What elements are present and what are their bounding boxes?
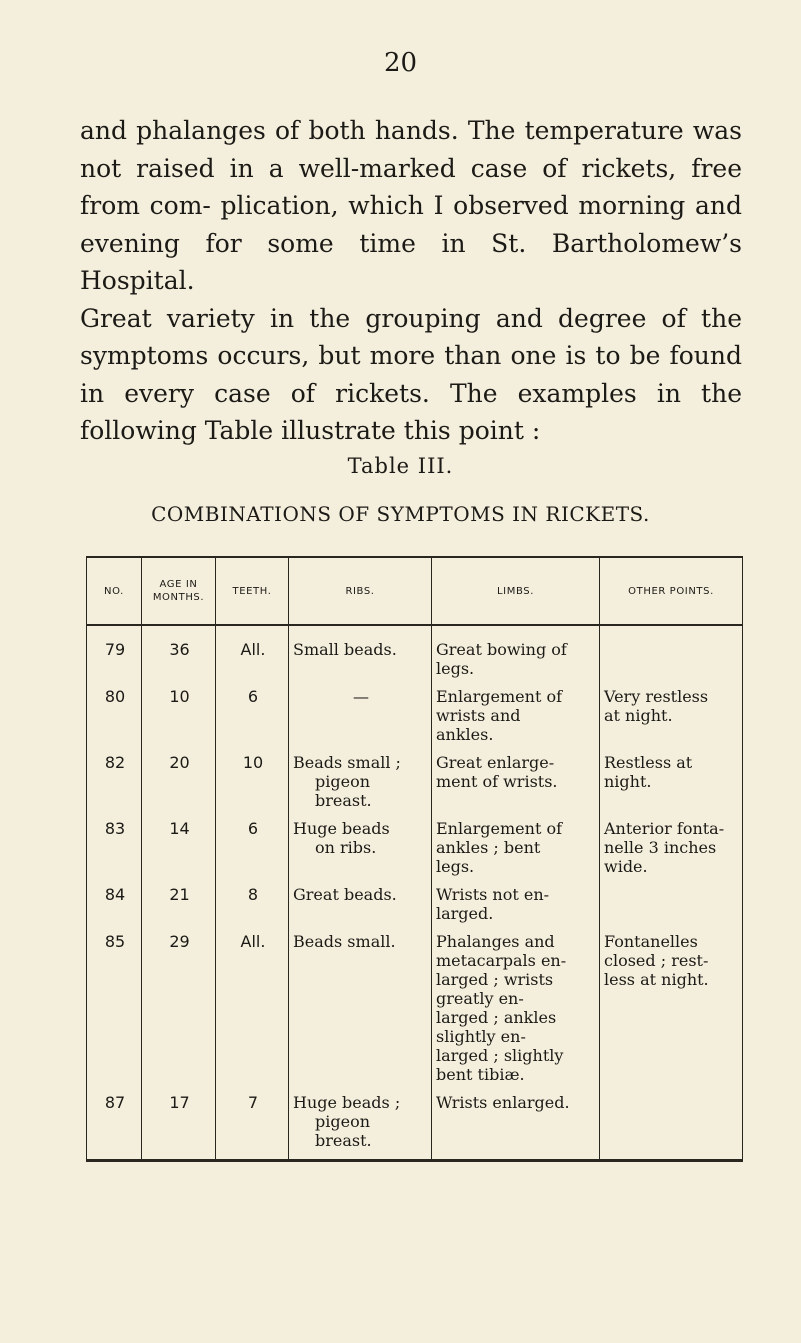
cell-ribs-line: — [353,687,369,706]
table-body [87,625,743,1161]
cell-other [600,932,743,1093]
cell-limbs-line: ankles ; bent [436,838,541,857]
cell-age: 10 [142,687,216,753]
table-title: COMBINATIONS OF SYMPTOMS IN RICKETS. [151,502,650,526]
cell-age: 20 [142,753,216,819]
table-row [87,687,743,753]
cell-age: 17 [142,1093,216,1161]
cell-limbs-line: larged ; slightly [436,1046,564,1065]
cell-age: 14 [142,819,216,885]
cell-limbs-line: Wrists not en- [436,885,550,904]
cell-limbs [432,819,600,885]
cell-limbs-line: ment of wrists. [436,772,558,791]
header-age [142,557,216,625]
cell-limbs-line: metacarpals en- [436,951,567,970]
cell-other-line: at night. [604,706,673,725]
cell-limbs-line: bent tibiæ. [436,1065,525,1084]
cell-ribs-line: Great beads. [293,885,397,904]
cell-other-line: Restless at [604,753,693,772]
cell-limbs-line: wrists and [436,706,521,725]
cell-limbs-line: Enlargement of [436,819,563,838]
cell-other [600,753,743,819]
cell-other-line: Very restless [604,687,709,706]
cell-ribs-line: Huge beads ; [293,1093,401,1112]
cell-limbs-line: legs. [436,659,475,678]
header-teeth: TEETH. [216,557,289,625]
cell-teeth: All. [216,625,289,687]
cell-other [600,687,743,753]
cell-limbs [432,625,600,687]
cell-no: 79 [87,625,142,687]
cell-other [600,819,743,885]
cell-ribs-line: Small beads. [293,640,397,659]
cell-teeth: 10 [216,753,289,819]
cell-no: 84 [87,885,142,932]
cell-other-line: less at night. [604,970,709,989]
header-other: OTHER POINTS. [600,557,743,625]
cell-teeth: 6 [216,687,289,753]
cell-age: 29 [142,932,216,1093]
table-row [87,932,743,1093]
symptoms-table [86,556,743,1162]
table-row [87,1093,743,1161]
cell-ribs [289,687,432,753]
cell-age: 21 [142,885,216,932]
cell-ribs-line: Beads small. [293,932,396,951]
table-label: Table III. [347,454,454,478]
cell-other [600,885,743,932]
cell-limbs [432,885,600,932]
cell-ribs-line: on ribs. [315,838,377,857]
header-age-line1: AGE IN [159,579,198,590]
header-no: NO. [87,557,142,625]
cell-limbs-line: Enlargement of [436,687,563,706]
cell-other-line: Anterior fonta- [604,819,725,838]
cell-limbs [432,753,600,819]
cell-teeth: 8 [216,885,289,932]
cell-other-line: closed ; rest- [604,951,709,970]
cell-limbs-line: legs. [436,857,475,876]
cell-other-line: wide. [604,857,648,876]
cell-no: 85 [87,932,142,1093]
cell-limbs-line: greatly en- [436,989,524,1008]
cell-ribs [289,1093,432,1161]
header-limbs: LIMBS. [432,557,600,625]
cell-limbs-line: ankles. [436,725,494,744]
cell-ribs [289,885,432,932]
cell-limbs-line: larged ; wrists [436,970,554,989]
paragraph-2: Great variety in the grouping and degree of the symptoms occurs, but more than one is to be found in every case of rickets. The examples in the following Table illustrate this point : [80,303,742,445]
cell-other [600,625,743,687]
cell-teeth: 7 [216,1093,289,1161]
cell-limbs-line: larged ; ankles [436,1008,557,1027]
cell-other-line: Fontanelles [604,932,698,951]
cell-limbs-line: Wrists enlarged. [436,1093,570,1112]
header-age-line2: MONTHS. [152,592,205,603]
cell-ribs [289,753,432,819]
cell-limbs-line: slightly en- [436,1027,526,1046]
table-row [87,753,743,819]
cell-teeth: All. [216,932,289,1093]
cell-limbs-line: Great enlarge- [436,753,555,772]
table-row [87,819,743,885]
body-text [80,112,742,450]
table-header-row [87,557,743,625]
cell-ribs-line: breast. [315,791,372,810]
cell-limbs [432,1093,600,1161]
cell-limbs-line: larged. [436,904,494,923]
cell-teeth: 6 [216,819,289,885]
cell-limbs [432,687,600,753]
cell-ribs-line: pigeon [315,772,371,791]
cell-limbs-line: Great bowing of [436,640,567,659]
cell-limbs [432,932,600,1093]
page-number: 20 [383,48,418,78]
cell-no: 83 [87,819,142,885]
cell-ribs-line: Beads small ; [293,753,401,772]
cell-other [600,1093,743,1161]
cell-no: 87 [87,1093,142,1161]
cell-ribs-line: pigeon [315,1112,371,1131]
cell-other-line: night. [604,772,652,791]
cell-no: 80 [87,687,142,753]
cell-limbs-line: Phalanges and [436,932,555,951]
cell-ribs [289,625,432,687]
cell-ribs [289,819,432,885]
cell-ribs [289,932,432,1093]
cell-no: 82 [87,753,142,819]
cell-ribs-line: breast. [315,1131,372,1150]
cell-other-line: nelle 3 inches [604,838,717,857]
paragraph-1: and phalanges of both hands. The temperature was not raised in a well-marked case of rickets, free from com- plication, which I observed morning and evening for some time in St. Bartholomew’s Hospital. [80,116,742,295]
table-row [87,885,743,932]
cell-ribs-line: Huge beads [293,819,390,838]
header-ribs: RIBS. [289,557,432,625]
table-row [87,625,743,687]
cell-age: 36 [142,625,216,687]
